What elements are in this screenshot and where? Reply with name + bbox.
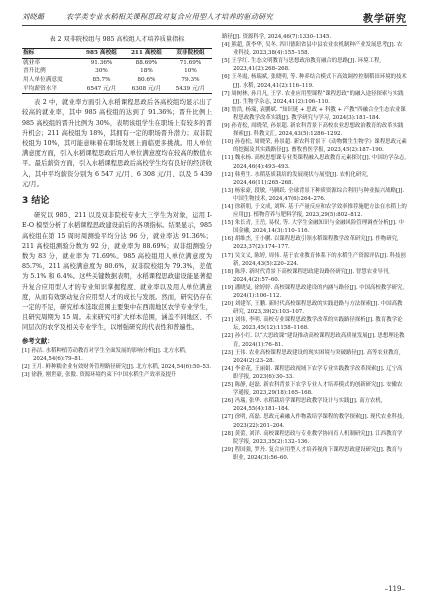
references-left [22,347,212,379]
table-cell: 79.3% [181,76,200,83]
section-heading: 3 结论 [22,196,50,206]
reference-item: [19] 潘晓旻, 徐婷婷. 高校课程思政建设的内涵与路径[J]. 中国高校教学研究, 2024(1):106–112. [222,284,405,299]
reference-item: [3] 徐静, 刚世豪, 张傲. 资源环境约束下中国水稻生产效率及提升 [22,372,177,379]
table-cell: 88.69% [135,59,158,66]
reference-item: [28] 黄蕾, 刘洋. 高校课程思政与专业教学协同育人机制研究[J]. 江西教育学院学报, 2023,35(2):132–136. [222,430,403,445]
reference-item: [18] 陈萍. 新时代背景下高校课程思政建设路径研究[J]. 智慧农业导刊, 2024,4(2):57–60. [222,268,390,283]
quality-table [22,48,212,94]
conclusion-paragraph: 研究以 985、211 以及双非院校专业大三学生为对象，运用 I-E-O 模型分析了水稻课程思政建设前后的各项指标。结果显示，985 高校组在第 15 周时周测验平均分达 96 分，就业率达 91.36%；211 高校组测验分数为 92 分，就业率为 88.69%；双非组测验分数为 83 分，就业率为 71.69%。985 高校组用人单位满意度为 85.7%，211 高校满意度为 80.6%，双非院校组为 79.3%，差值为 5.1% 和 6.4%。这些关键数据表明，水稻课程思政建设能显著提升复合应用型人才的专业知识掌握程度、就业率以及用人单位满意度，从而有效驱动复合应用型人才的成长与发展。然而，研究仍存在一定的不足，研究样本选取范围主要集中在西南地区农学专业学生，且研究周期为 15 周。未来研究可扩大样本范围，涵盖不同地区、不同层次的农学及相关专业学生，以增强研究的代表性和普遍性。 [22,212,212,332]
reference-item: [5] 王学红. 生态文明教育与思想政治教育融合的思路[J]. 环境工程, 2023,41(2):268–268. [222,58,382,73]
table-cell: 91.36% [90,59,113,66]
reference-item: [27] 徐明, 高磊. 思政元素融入作物栽培学课程的教学探索[J]. 现代农业科技, 2023(22):201–204. [222,414,405,429]
table-cell: 6547 元/月 [86,85,117,92]
reference-item: [16] 胡维杰, 王小鹏. 以课程思政引领水稻课程教学改革研究[J]. 作物研究, 2023,37(2):174–177. [222,236,399,251]
reference-item: [22] 孙小红. 以“大思政课”建设推动高校课程思政高质量发展[J]. 思想理论教育, 2024(1):76–81. [222,333,405,348]
table-header-cell: 指标 [23,50,35,57]
left-column [22,33,212,379]
table-cell: 用人单位满意度 [23,76,63,83]
table-header-cell: 985 高校组 [86,50,117,57]
reference-item: [17] 吴文义, 陈婷, 周伟. 基于农业教育体系下的水稻生产资源评估[J]. 科技创新, 2024,43(5):220–224. [222,252,406,267]
table-header-row [22,49,212,59]
reference-item: [12] 韩勇生. 水稻基质栽培的发展现状与展望[J]. 农机化研究, 2024,46(11):265–268. [222,171,369,186]
reference-item: [20] 刘建军, 王鹏. 新时代高校课程思政的实践进路与方法探索[J]. 中国高教研究, 2023,39(2):103–107. [222,301,403,316]
results-paragraph: 表 2 中，就业率方面引入水稻课程思政后各高校组均显示出了较高的就业率，其中 985 高校组的达到了 91.36%；晋升比例上 985 高校组的晋升比例为 30%，表明该组学生在职场上有较多的晋升机会；211 高校组为 18%，其拥有一定的职场晋升潜力；双非院校组为 10%，其可能意味着在职场发展上面临更多挑战。用人单位满意度方面，引入水稻课程思政后用人单位满意度均在较高的数值水平。最后薪资方面，引入水稻课程思政后高校学生均有良好的经济收入，其中平均薪资分别为 6 547 元/月、6 308 元/月、以及 5 439 元/月。 [22,99,212,188]
reference-item: [11] 魏永杨. 高校思想课专业类课程融入思政教育元素探讨[J]. 中国坊学杂志, 2024,46(4):493–493. [222,155,407,170]
header-author: 刘晓璐 [22,12,45,21]
reference-item: [10] 孙卷松, 周晓荣, 孙景超. 新农科背景下《动物微生生物学》课程思政元素的挖掘及其实践路径[J]. 畜牧兽医学报, 2023,45(2):187–190. [222,139,407,154]
header-title: 农学类专业水稻相关课程思政对复合应用型人才培养的驱动研究 [66,12,273,21]
table-cell: 5439 元/月 [175,85,206,92]
reference-item: [29] 程国强, 罗丹. 复合应用型人才培养视角下课程思政建设研究[J]. 教育与职业, 2024(3):56–60. [222,446,403,461]
reference-item: [8] 詹浩, 杨瑞, 袁鹏斌. “知识链 + 思政 + 科教 + 产教”四融合全生态农业课程思政教学改革实践[J]. 教学研究与学习, 2024(3):181–184. [222,106,406,121]
table-cell: 71.69% [179,59,202,66]
table-cell: 85.7% [92,76,111,83]
table-cell: 80.6% [137,76,156,83]
table-row [22,58,212,67]
reference-item: [14] 徐新朋, 于文成, 刘辉. 基于产量反应和农学效率推荐施肥方法在水稻上的应用[J]. 植物营养与肥料学报, 2023,29(5):802–812. [222,203,407,219]
table-cell: 6308 元/月 [131,85,162,92]
table-cell: 晋升比例 [23,68,46,75]
reference-item: [25] 陈静, 赵磊. 新农科背景下农学专业人才培养模式的创新研究[J]. 安徽农学通报, 2023,29(18):165–168. [222,382,403,397]
table-cell: 30% [95,68,108,75]
reference-item: [13] 杨家豪, 段敏, 马腾跃. 全球背景下种质资源综合利用与种业振兴战略[J]. 中国生物技术, 2024,47(6):264–276. [222,187,405,202]
reference-item: [7] 周树林, 孙月凡, 王学. 农业应用型课程“课程思政”的融入途径探索与实践[J]. 生物学杂志, 2024,41(2):106–110. [222,90,404,105]
header-rule [22,25,407,26]
header-section: 教学研究 [363,14,407,25]
table-cell: 18% [140,68,153,75]
table-row [22,85,212,94]
references-right [222,33,407,462]
page-number: –119– [384,585,405,593]
table-cell: 就业率 [23,59,41,66]
reference-item: [4] 熊超, 黄李华, 吴冬. 四川德阳省县中县农业农机制种产业发展思考[J]. 农业科技, 2023,38(4):155–158. [222,42,403,57]
table-cell: 10% [184,68,197,75]
table-header-cell: 211 高校组 [130,50,162,57]
table-cell: 平均薪资水平 [23,85,58,92]
reference-item: [23] 王伟. 农业高校课程思政建设的现实困境与突破路径[J]. 高等农业教育, 2024(2):23–28. [222,349,401,364]
reference-item: [21] 刘伟, 李明. 高校专业课程思政教学改革的实践路径探析[J]. 教育教学论坛, 2023,45(12):1158–1168. [222,317,403,332]
table-caption: 表 2 双非院校组与 985 高校组人才培养质量指标 [49,36,185,43]
reference-item: [1] 孙洁. 水稻种植劳动教育对学生全面发展的影响分析[J]. 北方水稻, 2024,54(6):79–81. [22,347,187,362]
table-row [22,67,212,76]
reference-item: [15] 朱长青, 王岳, 易权, 等. 大学生金融知识与金融风险管理调查分析[J]. 中国金融, 2024,14(3):110–116. [222,220,404,235]
reference-item: [9] 孙青松, 周晓荣, 孙景超. 新农科背景下高校农业思想政治教育的改革实践探索[J]. 科教文汇, 2024,43(5):1286–1292. [222,123,404,138]
reference-item: [6] 王冬霞, 杨瑞斌, 张晓明, 等. 种养结合模式下高效调控控制稻田环境的技术[J]. 水稻, 2024,41(2):116–119. [222,74,407,89]
reference-item: [26] 冯瑞, 张华. 水稻栽培学课程思政教学设计与实践[J]. 南方农机, 2024,55(4):181–184. [222,398,383,413]
table-row [22,76,212,85]
table-header-cell: 双非院校组 [176,50,205,57]
reference-item: [2] 王月. 鲜种糯企业有效财务管理路径研究[J]. 北方水稻, 2024,54(6):50–53. [22,364,212,371]
reference-item: [24] 李金花, 王丽娟. 课程思政视域下农学专业实践教学改革探索[J]. 辽宁高职学报, 2023(6):30–33. [222,365,403,380]
running-header [22,10,407,24]
references-title: 参考文献： [22,337,54,345]
reference-item: 路径[J]. 资源科学, 2024,46(7):1330–1345. [222,34,332,40]
